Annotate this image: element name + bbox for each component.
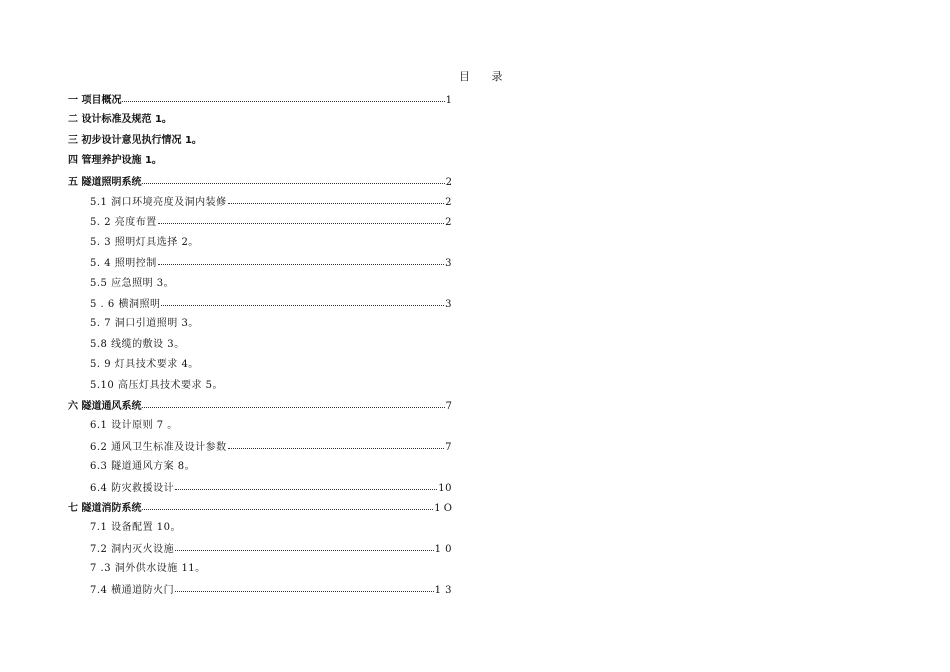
toc-entry[interactable]: [90, 358, 199, 372]
dot-leader: [228, 194, 445, 204]
toc-title: 目 录: [459, 70, 512, 83]
toc-entry-label: 5.10 高压灯具技术要求 5。: [90, 379, 223, 391]
toc-entry-label: 5 . 6 横洞照明: [90, 299, 161, 310]
toc-entry[interactable]: [68, 501, 452, 515]
toc-entry[interactable]: [68, 154, 162, 168]
toc-entry[interactable]: [90, 481, 452, 495]
toc-entry-label: 七 隧道消防系统: [68, 503, 142, 514]
toc-entry-page: 2: [445, 176, 452, 188]
toc-entry-label: 7.4 横通道防火门: [90, 584, 175, 596]
toc-entry[interactable]: [90, 583, 452, 597]
toc-entry-label: 7 .3 洞外供水设施 11。: [90, 563, 206, 575]
dot-leader: [158, 255, 444, 265]
toc-entry-page: 2: [445, 217, 452, 229]
toc-entry-page: 1 O: [434, 503, 452, 514]
toc-entry-label: 二 设计标准及规范 1。: [68, 114, 172, 126]
toc-entry-page: 7: [445, 441, 452, 453]
toc-entry[interactable]: [90, 317, 199, 331]
dot-leader: [122, 92, 444, 102]
toc-entry[interactable]: [90, 256, 452, 270]
dot-leader: [142, 174, 444, 184]
toc-entry[interactable]: [68, 399, 452, 413]
toc-entry-label: 5.1 洞口环境亮度及洞内装修: [90, 197, 227, 208]
toc-entry-label: 5.8 线缆的敷设 3。: [90, 338, 185, 350]
toc-entry-label: 5. 4 照明控制: [90, 258, 157, 270]
toc-entry[interactable]: [90, 215, 452, 229]
toc-entry-label: 6.2 通风卫生标准及设计参数: [90, 441, 227, 453]
toc-entry-label: 6.3 隧道通风方案 8。: [90, 461, 196, 473]
dot-leader: [175, 480, 437, 490]
toc-entry[interactable]: [90, 195, 452, 209]
toc-entry-label: 5. 3 照明灯具选择 2。: [90, 236, 199, 248]
toc-entry[interactable]: [68, 93, 452, 107]
toc-entry[interactable]: [68, 113, 172, 127]
toc-entry[interactable]: [90, 297, 452, 311]
toc-entry-page: 7: [445, 401, 452, 412]
toc-entry-label: 5. 7 洞口引道照明 3。: [90, 318, 199, 330]
toc-entry[interactable]: [90, 460, 195, 474]
toc-entry[interactable]: [90, 379, 223, 393]
dot-leader: [142, 398, 444, 408]
toc-entry[interactable]: [90, 521, 181, 535]
dot-leader: [142, 500, 433, 510]
toc-entry-label: 7.2 洞内灭火设施: [90, 543, 175, 555]
toc-entry-label: 四 管理养护设施 1。: [68, 155, 162, 167]
toc-entry[interactable]: [90, 236, 199, 250]
toc-entry[interactable]: [90, 542, 452, 556]
toc-entry-label: 5.5 应急照明 3。: [90, 277, 175, 289]
toc-entry-label: 6.4 防灾救援设计: [90, 482, 175, 494]
toc-entry-page: 3: [445, 299, 452, 310]
toc-entry-label: 7.1 设备配置 10。: [90, 522, 181, 534]
toc-entry-label: 一 项目概况: [68, 95, 122, 106]
toc-entry-page: 1 0: [434, 543, 452, 555]
toc-entry-label: 五 隧道照明系统: [68, 176, 142, 188]
toc-entry[interactable]: [90, 440, 452, 454]
toc-entry-page: 1 3: [434, 584, 452, 596]
toc-entry-label: 三 初步设计意见执行情况 1。: [68, 134, 202, 146]
toc-entry-label: 5. 9 灯具技术要求 4。: [90, 359, 199, 371]
dot-leader: [228, 439, 445, 449]
dot-leader: [175, 541, 434, 551]
toc-entry-page: 1: [445, 95, 452, 106]
toc-entry-page: 10: [438, 482, 452, 494]
toc-entry-label: 六 隧道通风系统: [68, 401, 142, 412]
dot-leader: [175, 582, 434, 592]
toc-entry-page: 3: [445, 258, 452, 270]
toc-entry[interactable]: [68, 134, 202, 148]
toc-entry[interactable]: [90, 419, 178, 433]
toc-entry-page: 2: [445, 197, 452, 208]
toc-entry[interactable]: [90, 277, 174, 291]
dot-leader: [158, 214, 444, 224]
toc-entry-label: 6.1 设计原则 7 。: [90, 420, 178, 432]
toc-entry-label: 5. 2 亮度布置: [90, 217, 157, 229]
toc-entry[interactable]: [90, 338, 185, 352]
dot-leader: [161, 296, 444, 306]
toc-entry[interactable]: [68, 175, 452, 189]
toc-entry[interactable]: [90, 562, 206, 576]
